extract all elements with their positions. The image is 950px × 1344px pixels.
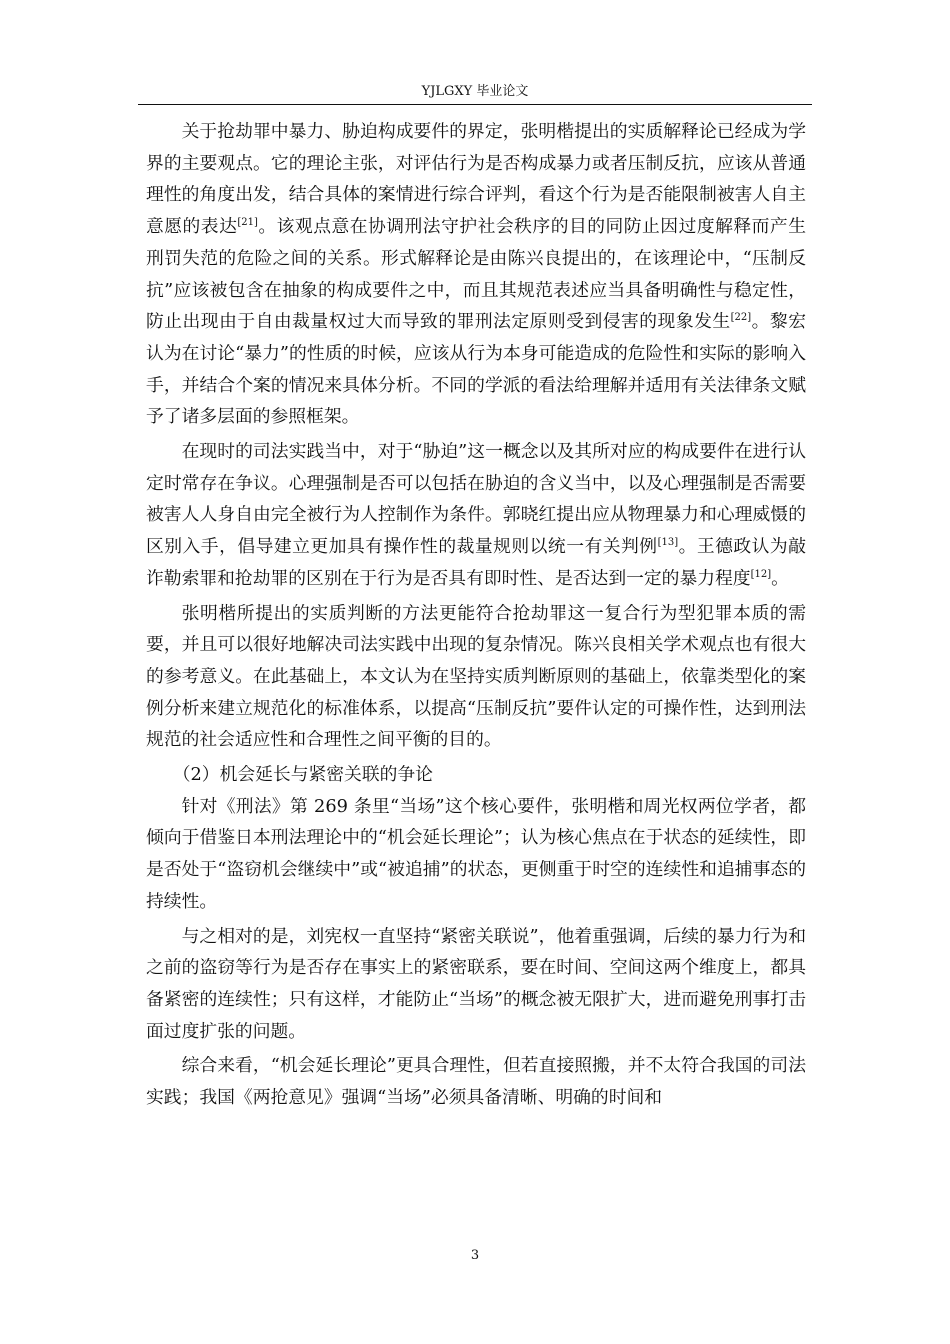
paragraph-text: 在现时的司法实践当中，对于“胁迫”这一概念以及其所对应的构成要件在进行认定时常存在争议。心理强制是否可以包括在胁迫的含义当中，以及心理强制是否需要被害人人身自由完全被行为人控制作为条件。郭晓红提出应从物理暴力和心理威慑的区别入手，倡导建立更加具有操作性的裁量规则以统一有关判例 xyxy=(146,441,806,558)
paragraph-text: 。黎宏认为在讨论“暴力”的性质的时候，应该从行为本身可能造成的危险性和实际的影响入手，并结合个案的情况来具体分析。不同的学派的看法给理解并适用有关法律条文赋予了诸多层面的参照框架。 xyxy=(146,311,806,428)
section-heading: （2）机会延长与紧密关联的争论 xyxy=(172,764,433,786)
paragraph-5: 与之相对的是，刘宪权一直坚持“紧密关联说”，他着重强调，后续的暴力行为和之前的盗窃等行为是否存在事实上的紧密联系，要在时间、空间这两个维度上，都具备紧密的连续性；只有这样，才能防止“当场”的概念被无限扩大，进而避免刑事打击面过度扩张的问题。 xyxy=(146,925,806,1042)
paragraph-3 xyxy=(146,598,806,757)
citation-ref: [22] xyxy=(730,312,752,324)
paragraph-4: 针对《刑法》第 269 条里“当场”这个核心要件，张明楷和周光权两位学者，都倾向于借鉴日本刑法理论中的“机会延长理论”；认为核心焦点在于状态的延续性，即是否处于“盗窃机会继续中”或“被追捕”的状态，更侧重于时空的连续性和追捕事态的持续性。 xyxy=(146,795,806,912)
paragraph-text: 。该观点意在协调刑法守护社会秩序的目的同防止因过度解释而产生刑罚失范的危险之间的关系。形式解释论是由陈兴良提出的，在该理论中，“压制反抗”应该被包含在抽象的构成要件之中，而且其规范表述应当具备明确性与稳定性，防止出现由于自由裁量权过大而导致的罪刑法定原则受到侵害的现象发生 xyxy=(146,216,806,333)
paragraph-text: 。 xyxy=(771,567,789,589)
paragraph-text: 。王德政认为敲诈勒索罪和抢劫罪的区别在于行为是否具有即时性、是否达到一定的暴力程度 xyxy=(146,536,806,589)
citation-ref: [21] xyxy=(237,217,258,229)
page-header: YJLGXY 毕业论文 xyxy=(138,80,812,105)
page-number: 3 xyxy=(470,1248,480,1263)
paragraph-text: 关于抢劫罪中暴力、胁迫构成要件的界定，张明楷提出的实质解释论已经成为学界的主要观点。它的理论主张，对评估行为是否构成暴力或者压制反抗，应该从普通理性的角度出发，结合具体的案情进行综合评判，看这个行为是否能限制被害人自主意愿的表达 xyxy=(146,121,806,238)
paragraph-6: 综合来看，“机会延长理论”更具合理性，但若直接照搬，并不太符合我国的司法实践；我国《两抢意见》强调“当场”必须具备清晰、明确的时间和 xyxy=(146,1055,806,1109)
citation-ref: [13] xyxy=(657,537,679,549)
paragraph-2 xyxy=(146,436,806,595)
body-text xyxy=(146,116,806,1114)
paragraph-text: 张明楷所提出的实质判断的方法更能符合抢劫罪这一复合行为型犯罪本质的需要，并且可以很好地解决司法实践中出现的复杂情况。陈兴良相关学术观点也有很大的参考意义。在此基础上，本文认为在坚持实质判断原则的基础上，依靠类型化的案例分析来建立规范化的标准体系，以提高“压制反抗”要件认定的可操作性，达到刑法规范的社会适应性和合理性之间平衡的目的。 xyxy=(146,602,806,751)
paragraph-1 xyxy=(146,116,806,433)
citation-ref: [12] xyxy=(750,568,772,580)
